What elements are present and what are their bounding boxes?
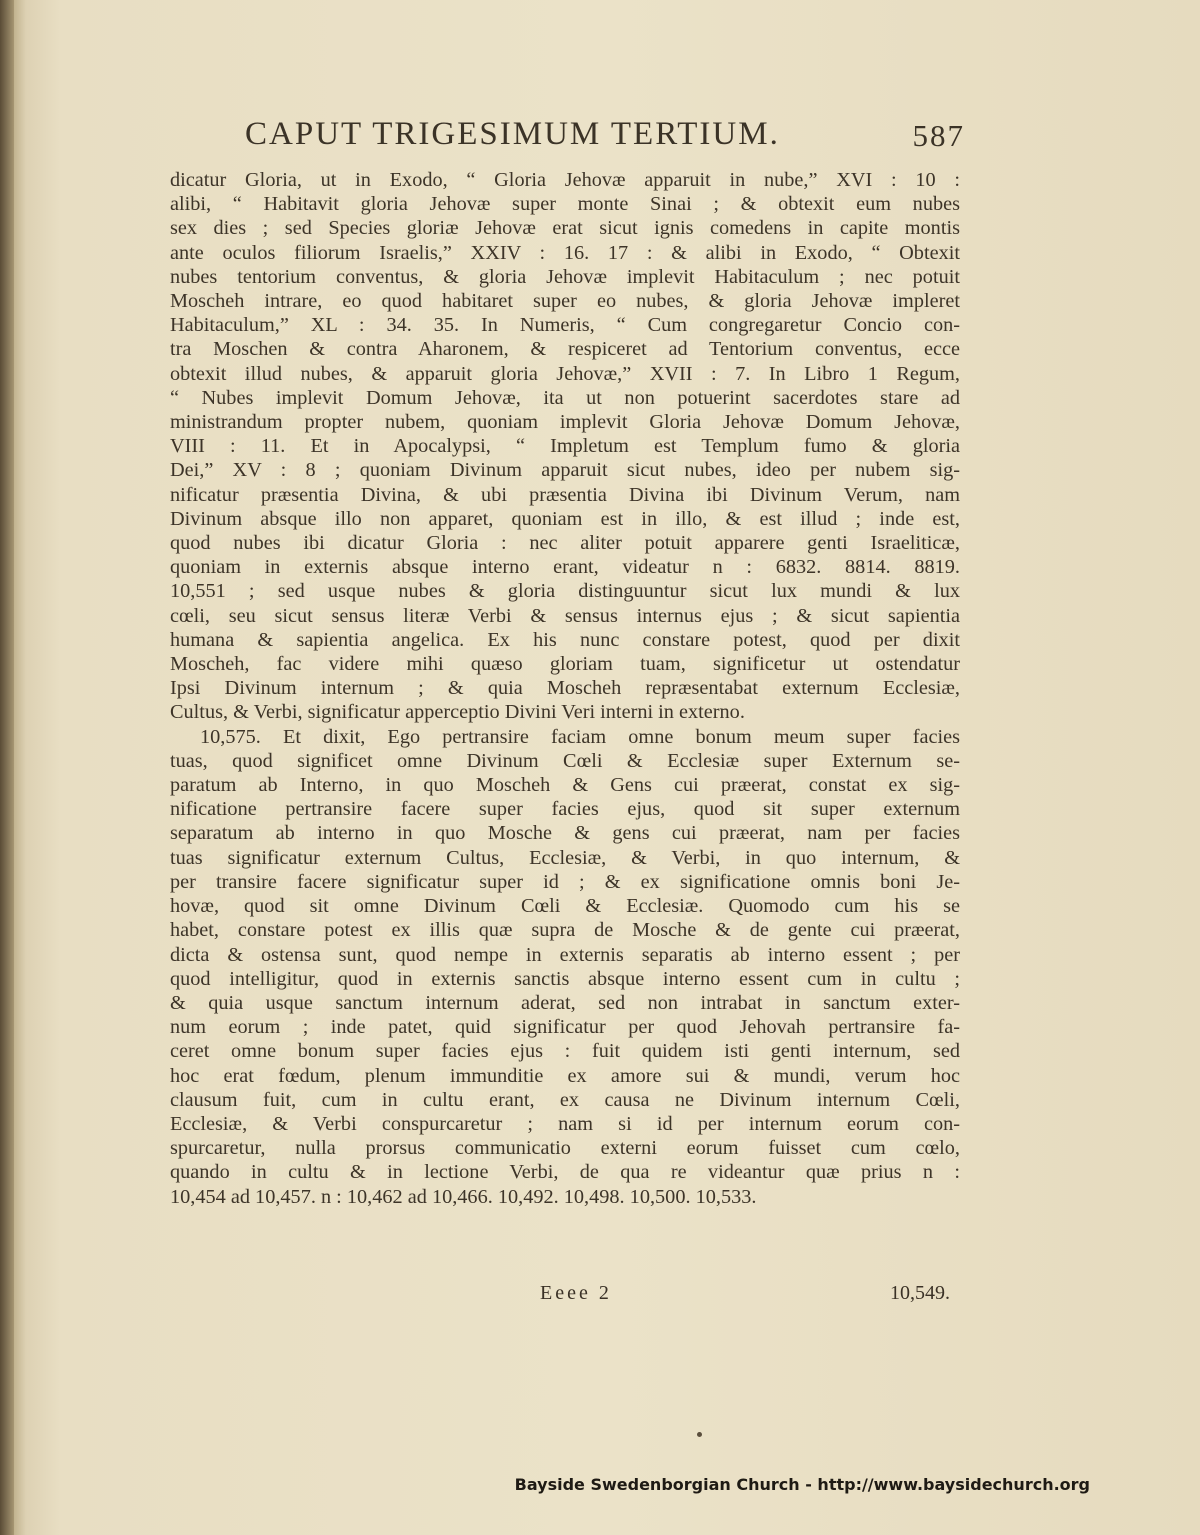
text-line: Moscheh intrare, eo quod habitaret super eo nubes, & gloria Jehovæ impleret bbox=[170, 290, 960, 313]
text-line: dicta & ostensa sunt, quod nempe in externis separatis ab interno essent ; per bbox=[170, 943, 960, 966]
text-line: tuas, quod significet omne Divinum Cœli & Ecclesiæ super Externum se- bbox=[170, 749, 960, 772]
text-line: num eorum ; inde patet, quid significatur per quod Jehovah pertransire fa- bbox=[170, 1016, 960, 1039]
text-line: habet, constare potest ex illis quæ supra de Mosche & de gente cui præerat, bbox=[170, 919, 960, 942]
text-line: ministrandum propter nubem, quoniam implevit Gloria Jehovæ Domum Jehovæ, bbox=[170, 411, 960, 434]
text-line: dicatur Gloria, ut in Exodo, “ Gloria Jehovæ apparuit in nube,” XVI : 10 : bbox=[170, 169, 960, 191]
page-footer bbox=[170, 1282, 960, 1308]
text-line: quod nubes ibi dicatur Gloria : nec aliter potuit apparere genti Israeliticæ, bbox=[170, 532, 960, 555]
text-line: humana & sapientia angelica. Ex his nunc constare potest, quod per dixit bbox=[170, 628, 960, 651]
text-line: 10,575. Et dixit, Ego pertransire faciam omne bonum meum super facies bbox=[200, 725, 960, 748]
text-line: nubes tentorium conventus, & gloria Jehovæ implevit Habitaculum ; nec potuit bbox=[170, 265, 960, 288]
text-line: nificatur præsentia Divina, & ubi præsentia Divina ibi Divinum Verum, nam bbox=[170, 483, 960, 506]
text-line: obtexit illud nubes, & apparuit gloria Jehovæ,” XVII : 7. In Libro 1 Regum, bbox=[170, 362, 960, 385]
text-line: hoc erat fœdum, plenum immunditie ex amore sui & mundi, verum hoc bbox=[170, 1064, 960, 1087]
book-spine-shadow bbox=[0, 0, 14, 1535]
page-number: 587 bbox=[912, 118, 965, 153]
text-line: nificatione pertransire facere super facies ejus, quod sit super externum bbox=[170, 798, 960, 821]
watermark-text: Bayside Swedenborgian Church - http://www.baysidechurch.org bbox=[514, 1475, 1090, 1494]
text-line: quando in cultu & in lectione Verbi, de qua re videantur quæ prius n : bbox=[170, 1161, 960, 1184]
text-line: Moscheh, fac videre mihi quæso gloriam tuam, significetur ut ostendatur bbox=[170, 653, 960, 676]
text-line: tra Moschen & contra Aharonem, & respiceret ad Tentorium conventus, ecce bbox=[170, 338, 960, 361]
text-line: quoniam in externis absque interno erant, videatur n : 6832. 8814. 8819. bbox=[170, 556, 960, 579]
text-line: 10,551 ; sed usque nubes & gloria distinguuntur sicut lux mundi & lux bbox=[170, 580, 960, 603]
catchword: 10,549. bbox=[890, 1282, 950, 1304]
running-header bbox=[245, 116, 965, 166]
signature-mark: Eeee 2 bbox=[540, 1282, 612, 1304]
ink-spot bbox=[697, 1432, 702, 1437]
text-line: hovæ, quod sit omne Divinum Cœli & Ecclesiæ. Quomodo cum his se bbox=[170, 895, 960, 918]
text-line: ante oculos filiorum Israelis,” XXIV : 16. 17 : & alibi in Exodo, “ Obtexit bbox=[170, 241, 960, 264]
text-line: Ecclesiæ, & Verbi conspurcaretur ; nam si id per internum eorum con- bbox=[170, 1112, 960, 1135]
text-line: tuas significatur externum Cultus, Ecclesiæ, & Verbi, in quo internum, & bbox=[170, 846, 960, 869]
text-line: quod intelligitur, quod in externis sanctis absque interno essent cum in cultu ; bbox=[170, 967, 960, 990]
text-line: cœli, seu sicut sensus literæ Verbi & sensus internus ejus ; & sicut sapientia bbox=[170, 604, 960, 627]
text-line: paratum ab Interno, in quo Moscheh & Gens cui præerat, constat ex sig- bbox=[170, 774, 960, 797]
text-line: per transire facere significatur super id ; & ex significatione omnis boni Je- bbox=[170, 870, 960, 893]
text-line: spurcaretur, nulla prorsus communicatio externi eorum fuisset cum cœlo, bbox=[170, 1137, 960, 1160]
text-line: sex dies ; sed Species gloriæ Jehovæ erat sicut ignis comedens in capite montis bbox=[170, 217, 960, 240]
text-line: ceret omne bonum super facies ejus : fuit quidem isti genti internum, sed bbox=[170, 1040, 960, 1063]
body-text bbox=[170, 168, 960, 1209]
text-line: separatum ab interno in quo Mosche & gens cui præerat, nam per facies bbox=[170, 822, 960, 845]
text-line: Dei,” XV : 8 ; quoniam Divinum apparuit sicut nubes, ideo per nubem sig- bbox=[170, 459, 960, 482]
text-line: Divinum absque illo non apparet, quoniam est in illo, & est illud ; inde est, bbox=[170, 507, 960, 530]
text-line: Ipsi Divinum internum ; & quia Moscheh repræsentabat externum Ecclesiæ, bbox=[170, 677, 960, 700]
text-line: & quia usque sanctum internum aderat, sed non intrabat in sanctum exter- bbox=[170, 991, 960, 1014]
text-line: Habitaculum,” XL : 34. 35. In Numeris, “ Cum congregaretur Concio con- bbox=[170, 314, 960, 337]
chapter-title: CAPUT TRIGESIMUM TERTIUM. bbox=[245, 116, 780, 152]
text-line: clausum fuit, cum in cultu erant, ex causa ne Divinum internum Cœli, bbox=[170, 1088, 960, 1111]
text-line: Cultus, & Verbi, significatur apperceptio Divini Veri interni in externo. bbox=[170, 701, 745, 724]
text-line: alibi, “ Habitavit gloria Jehovæ super monte Sinai ; & obtexit eum nubes bbox=[170, 193, 960, 216]
text-line: 10,454 ad 10,457. n : 10,462 ad 10,466. 10,492. 10,498. 10,500. 10,533. bbox=[170, 1185, 757, 1208]
text-line: “ Nubes implevit Domum Jehovæ, ita ut non potuerint sacerdotes stare ad bbox=[170, 386, 960, 409]
text-line: VIII : 11. Et in Apocalypsi, “ Impletum est Templum fumo & gloria bbox=[170, 435, 960, 458]
